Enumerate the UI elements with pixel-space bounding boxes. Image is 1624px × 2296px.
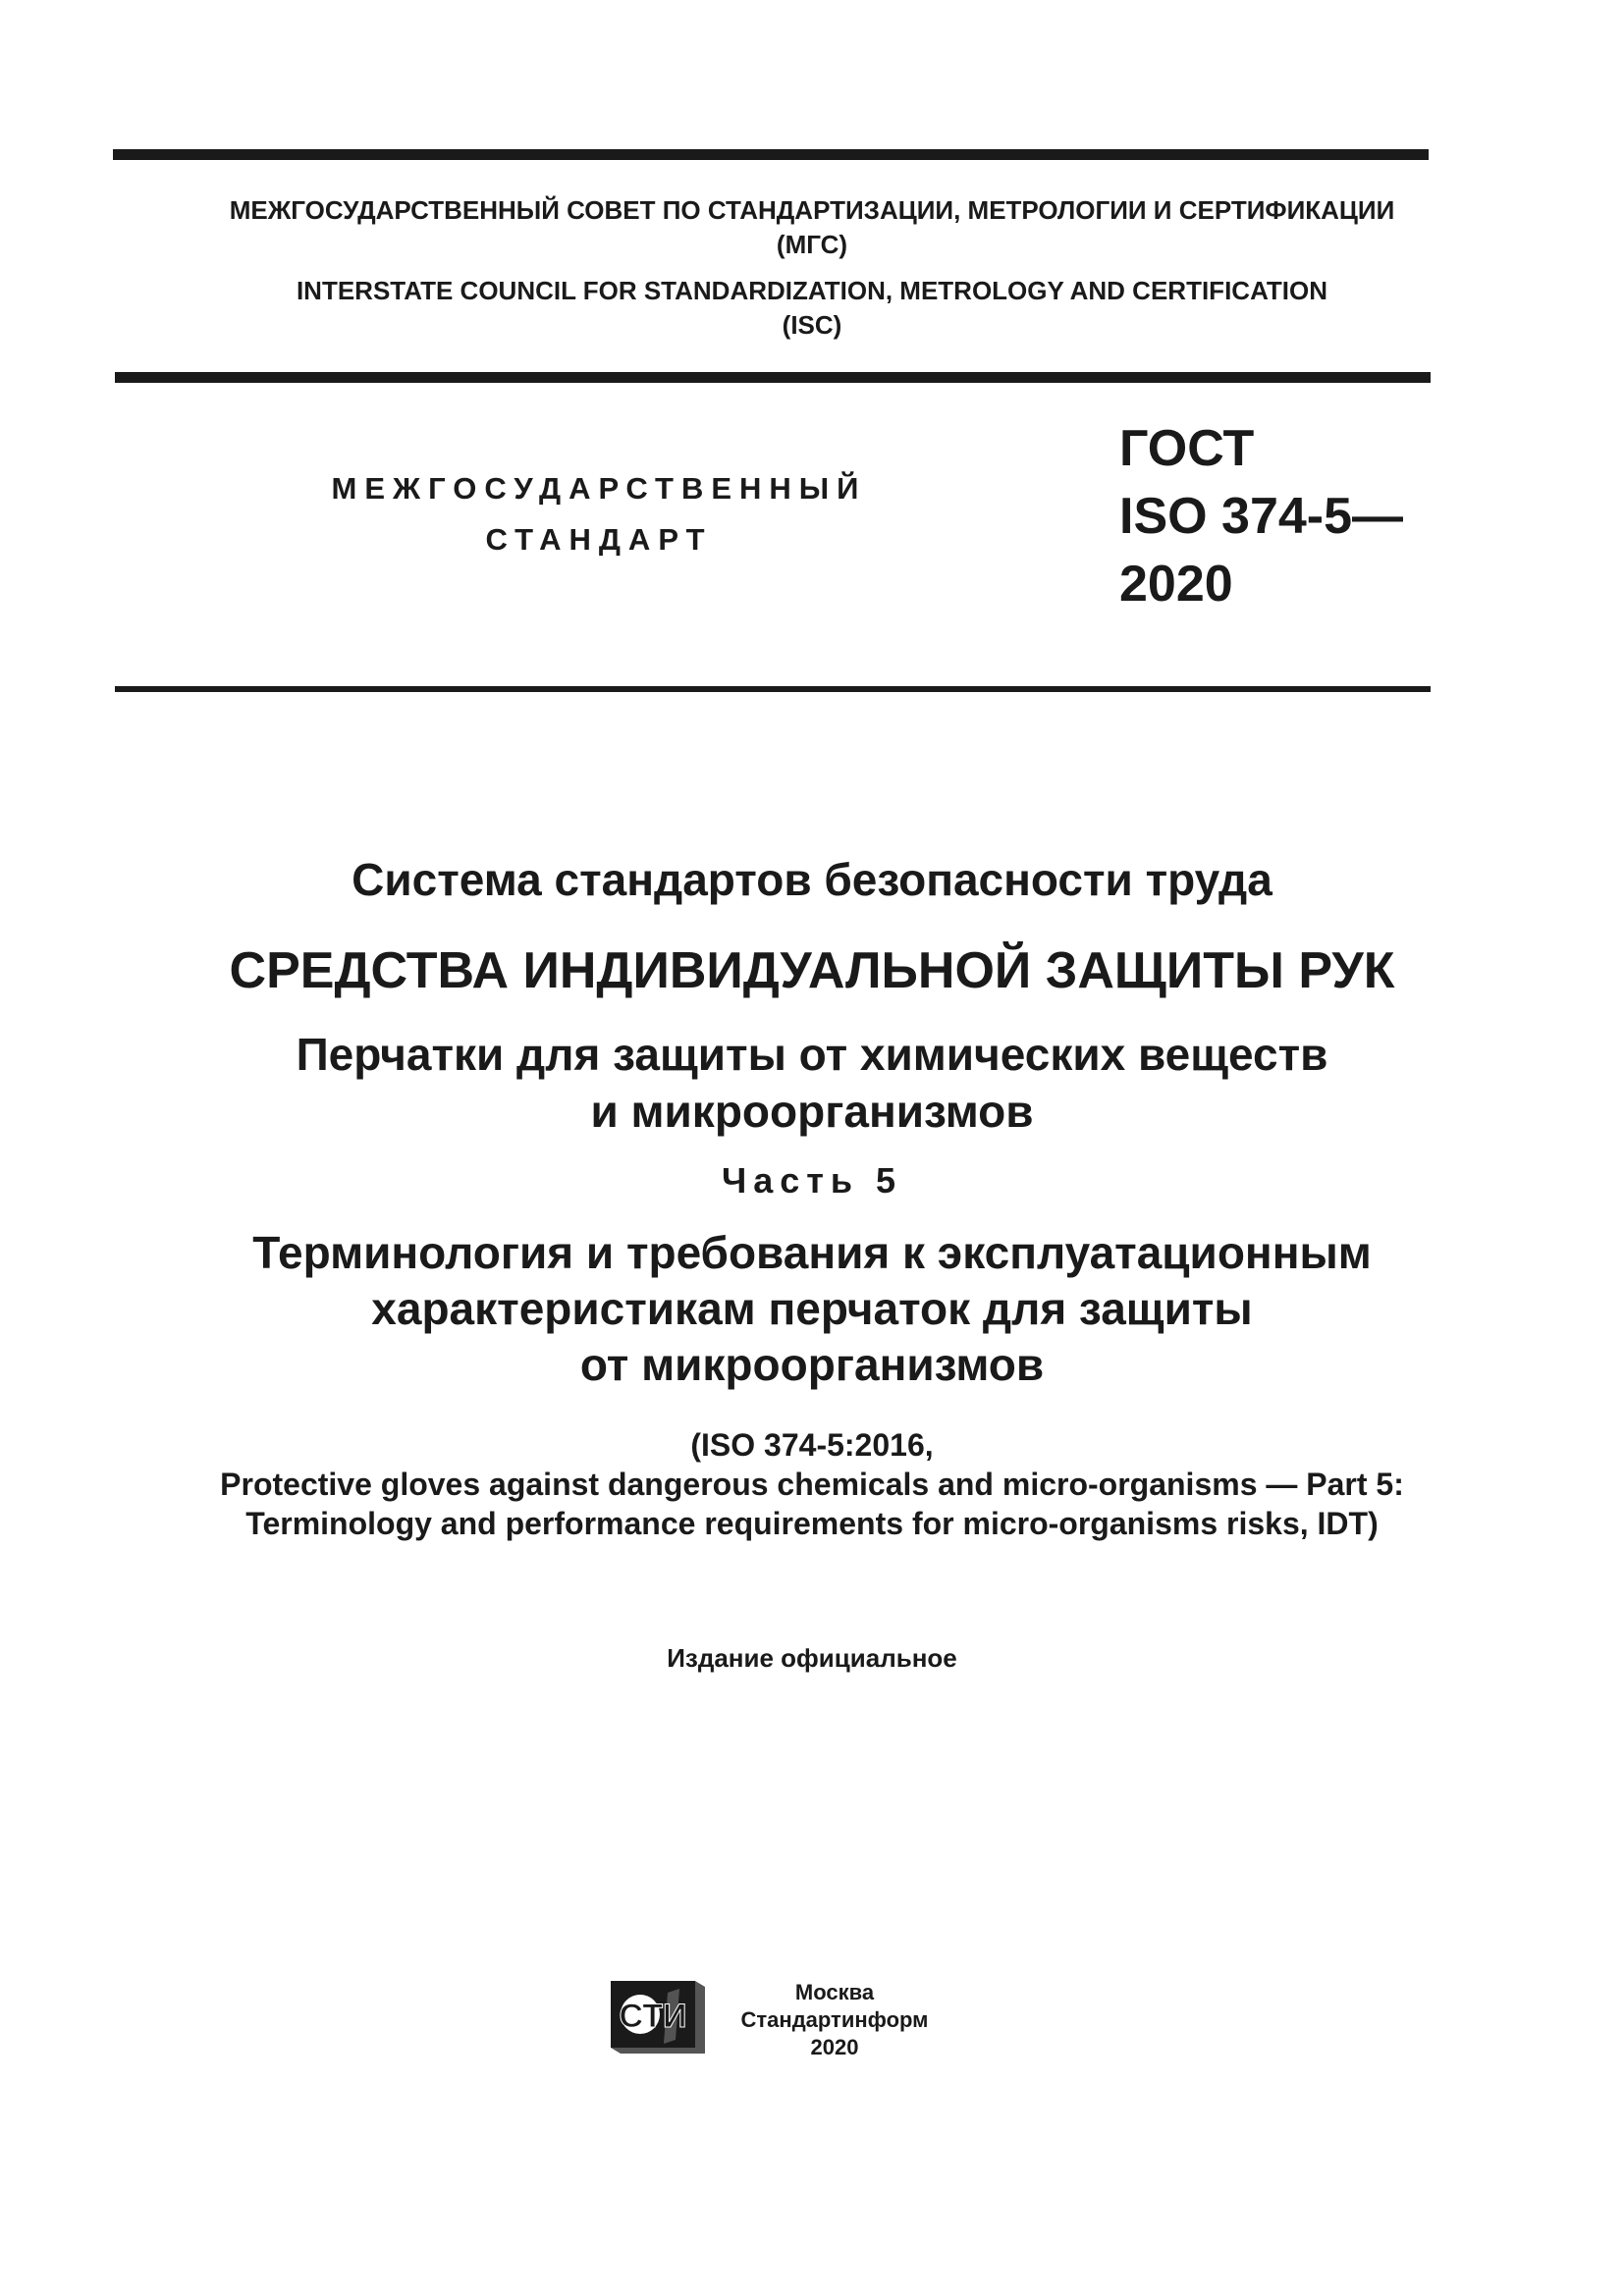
publisher-logo-graphic xyxy=(611,1981,705,2054)
logo-text: СТИ xyxy=(619,1998,687,2035)
subtitle-line2: и микроорганизмов xyxy=(590,1086,1034,1137)
publisher-year: 2020 xyxy=(810,2035,859,2059)
reference-line3: Terminology and performance requirements for micro-organisms risks, IDT) xyxy=(245,1506,1379,1541)
publisher-city: Москва xyxy=(794,1980,875,2004)
part-title-line3: от микроорганизмов xyxy=(579,1339,1045,1390)
council-ru-abbr: (МГС) xyxy=(776,230,848,259)
system-title: Система стандартов безопасности труда xyxy=(352,854,1272,905)
publisher-info xyxy=(727,1979,943,2061)
standard-type-line2: СТАНДАРТ xyxy=(485,522,713,557)
main-title: СРЕДСТВА ИНДИВИДУАЛЬНОЙ ЗАЩИТЫ РУК xyxy=(229,942,1395,999)
header-bottom-rule xyxy=(115,372,1431,383)
designation-bottom-rule xyxy=(115,686,1431,692)
standard-type-line1: МЕЖГОСУДАРСТВЕННЫЙ xyxy=(331,471,867,506)
standard-number: ISO 374-5— xyxy=(1119,488,1404,545)
part-label: Часть 5 xyxy=(721,1160,903,1201)
subtitle-line1: Перчатки для защиты от химических веществ xyxy=(296,1029,1328,1080)
council-en-abbr: (ISC) xyxy=(782,310,842,340)
gost-label: ГОСТ xyxy=(1119,420,1255,477)
reference-line2: Protective gloves against dangerous chemicals and micro-organisms — Part 5: xyxy=(220,1467,1404,1502)
council-en: INTERSTATE COUNCIL FOR STANDARDIZATION, METROLOGY AND CERTIFICATION xyxy=(296,276,1328,305)
council-ru: МЕЖГОСУДАРСТВЕННЫЙ СОВЕТ ПО СТАНДАРТИЗАЦИИ, МЕТРОЛОГИИ И СЕРТИФИКАЦИИ xyxy=(229,195,1395,225)
reference-line1: (ISO 374-5:2016, xyxy=(690,1427,934,1463)
standard-year: 2020 xyxy=(1119,556,1233,613)
top-rule xyxy=(113,149,1429,160)
part-title-line2: характеристикам перчаток для защиты xyxy=(371,1283,1253,1334)
part-title-line1: Терминология и требования к эксплуатационным xyxy=(252,1227,1372,1278)
publisher-name: Стандартинформ xyxy=(740,2007,929,2032)
publisher-logo xyxy=(611,1981,705,2054)
edition-note: Издание официальное xyxy=(667,1643,957,1673)
